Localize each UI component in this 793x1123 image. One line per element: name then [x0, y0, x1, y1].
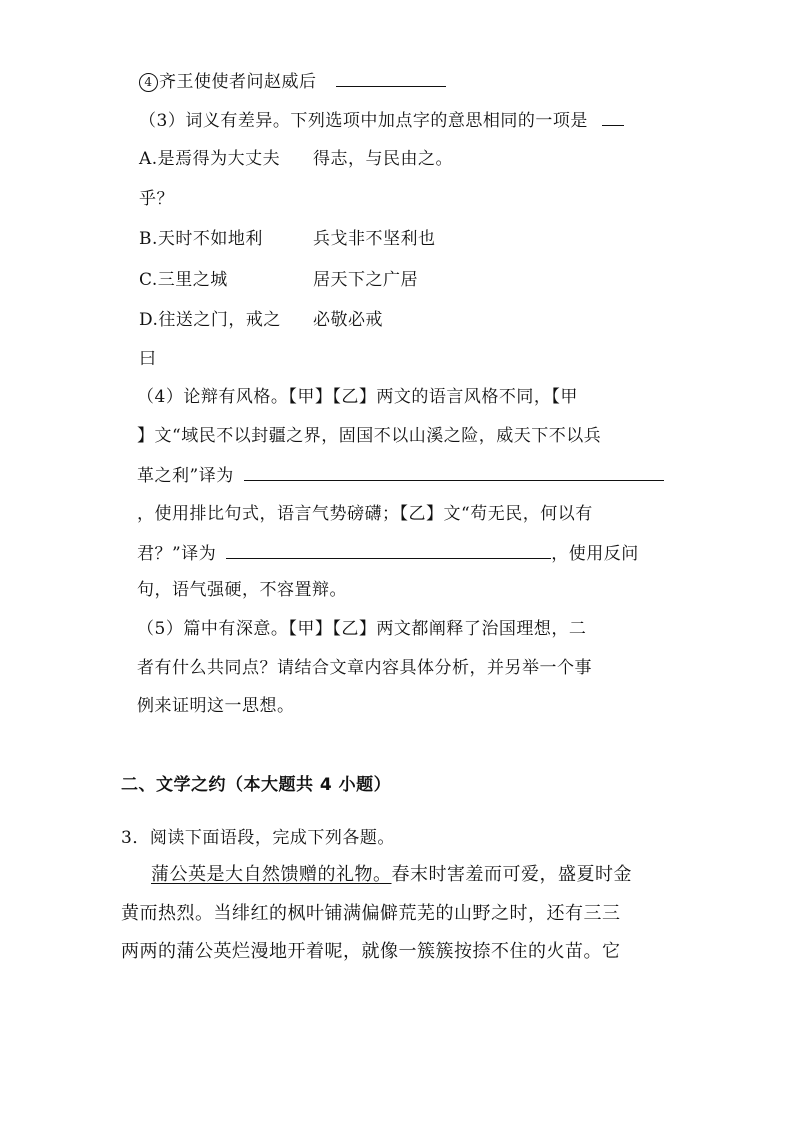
answer-blank[interactable] — [244, 462, 664, 481]
q3-stem: （3）词义有差异。下列选项中加点字的意思相同的一项是 — [139, 107, 624, 133]
q5-line2: 者有什么共同点？请结合文章内容具体分析，并另举一个事 — [137, 658, 592, 678]
option-d-wrap: 曰 — [139, 349, 157, 369]
option-a-wrap: 乎？ — [139, 189, 174, 209]
circled-number: 4 — [139, 73, 158, 92]
option-b: B.天时不如地利 — [139, 229, 263, 249]
q4-line4: ，使用排比句式，语言气势磅礴；【乙】文“苟无民，何以有 — [137, 504, 593, 524]
answer-blank[interactable] — [336, 68, 446, 87]
passage-line1: 蒲公英是大自然馈赠的礼物。春末时害羞而可爱，盛夏时金 — [151, 864, 632, 885]
q4-line2: 】文“域民不以封疆之界，固国不以山溪之险，威天下不以兵 — [137, 426, 602, 446]
passage-line3: 两两的蒲公英烂漫地开着呢，就像一簇簇按捺不住的火苗。它 — [121, 941, 621, 962]
option-a: A.是焉得为大丈夫 — [139, 149, 281, 169]
q4-line1: （4）论辩有风格。【甲】【乙】两文的语言风格不同，【甲 — [137, 387, 578, 407]
q5-line3: 例来证明这一思想。 — [137, 696, 295, 716]
q4-line3: 革之利”译为 — [137, 462, 664, 488]
option-c-pair: 居天下之广居 — [313, 270, 418, 290]
option-d-pair: 必敬必戒 — [313, 310, 383, 330]
answer-blank[interactable] — [226, 540, 551, 559]
option-a-pair: 得志，与民由之。 — [313, 149, 453, 169]
q3b-stem: 3．阅读下面语段，完成下列各题。 — [121, 828, 395, 848]
item-text: 齐王使使者问赵威后 — [159, 72, 317, 92]
section-title: 二、文学之约（本大题共 4 小题） — [121, 775, 392, 795]
question-item-4 — [139, 68, 446, 94]
option-b-pair: 兵戈非不坚利也 — [313, 229, 436, 249]
answer-blank[interactable] — [602, 107, 624, 126]
q4-line5: 君？”译为 ，使用反问 — [137, 540, 639, 566]
passage-line2: 黄而热烈。当绯红的枫叶铺满偏僻荒芜的山野之时，还有三三 — [121, 903, 621, 924]
option-c: C.三里之城 — [139, 270, 228, 290]
underlined-sentence: 蒲公英是大自然馈赠的礼物。 — [151, 864, 392, 885]
q4-line6: 句，语气强硬，不容置辩。 — [137, 580, 347, 600]
option-d: D.往送之门，戒之 — [139, 310, 281, 330]
q5-line1: （5）篇中有深意。【甲】【乙】两文都阐释了治国理想，二 — [137, 619, 587, 639]
